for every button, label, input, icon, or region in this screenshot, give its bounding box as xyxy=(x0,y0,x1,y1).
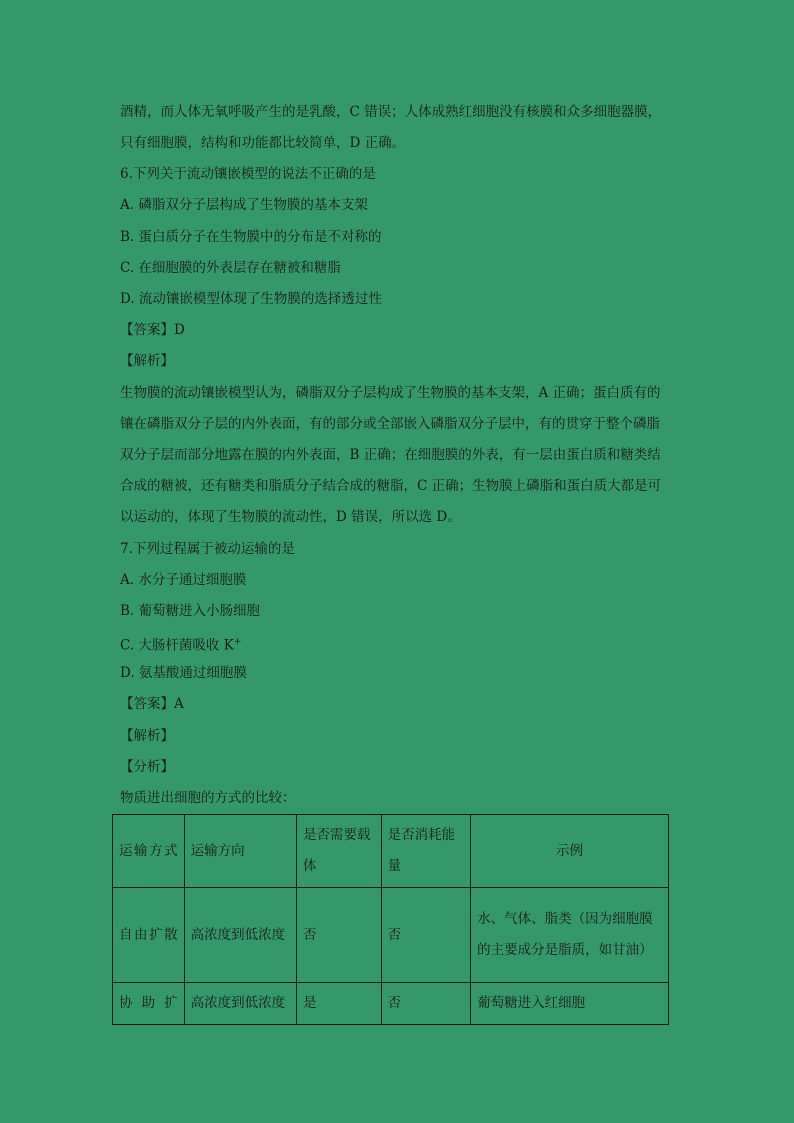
option-c-text: C. 大肠杆菌吸收 K xyxy=(120,637,234,654)
comparison-table xyxy=(112,814,669,1025)
table-header-cell: 运输方式 xyxy=(113,815,185,888)
table-cell: 否 xyxy=(381,888,471,983)
paragraph-line: 酒精，而人体无氧呼吸产生的是乳酸，C 错误；人体成熟红细胞没有核膜和众多细胞器膜， xyxy=(120,104,662,120)
table-row xyxy=(113,983,669,1025)
table-cell: 是 xyxy=(297,983,382,1025)
table-row xyxy=(113,888,669,983)
table-header-cell: 运输方向 xyxy=(184,815,296,888)
paragraph-line: 只有细胞膜，结构和功能都比较简单，D 正确。 xyxy=(120,135,406,151)
question-7-stem: 7.下列过程属于被动运输的是 xyxy=(120,541,295,557)
superscript-plus: + xyxy=(233,637,242,647)
table-header-row xyxy=(113,815,669,888)
question-6-option-b: B. 蛋白质分子在生物膜中的分布是不对称的 xyxy=(120,229,382,245)
question-6-answer: 【答案】D xyxy=(120,322,185,338)
table-cell: 葡萄糖进入红细胞 xyxy=(471,983,669,1025)
analysis-line: 镶在磷脂双分子层的内外表面，有的部分或全部嵌入磷脂双分子层中，有的贯穿于整个磷脂 xyxy=(120,416,660,432)
question-6-option-a: A. 磷脂双分子层构成了生物膜的基本支架 xyxy=(120,197,368,213)
table-cell: 否 xyxy=(297,888,382,983)
analysis-line: 以运动的，体现了生物膜的流动性，D 错误，所以选 D。 xyxy=(120,509,461,525)
question-7-analysis-sub: 【分析】 xyxy=(120,759,174,775)
question-6-stem: 6.下列关于流动镶嵌模型的说法不正确的是 xyxy=(120,166,376,182)
question-6-option-d: D. 流动镶嵌模型体现了生物膜的选择透过性 xyxy=(120,291,382,307)
analysis-line: 合成的糖被，还有糖类和脂质分子结合成的糖脂，C 正确；生物膜上磷脂和蛋白质大都是可 xyxy=(120,478,662,494)
table-cell: 自由扩散 xyxy=(113,888,185,983)
table-header-cell: 是否需要载体 xyxy=(297,815,382,888)
question-7-option-d: D. 氨基酸通过细胞膜 xyxy=(120,665,247,681)
question-7-analysis-title: 【解析】 xyxy=(120,728,174,744)
question-7-answer: 【答案】A xyxy=(120,696,184,712)
analysis-line: 生物膜的流动镶嵌模型认为，磷脂双分子层构成了生物膜的基本支架，A 正确；蛋白质有的 xyxy=(120,385,661,401)
question-6-analysis-title: 【解析】 xyxy=(120,353,174,369)
question-7-option-a: A. 水分子通过细胞膜 xyxy=(120,572,247,588)
table-header-cell: 示例 xyxy=(471,815,669,888)
table-cell: 协助扩 xyxy=(113,983,185,1025)
table-cell: 高浓度到低浓度 xyxy=(184,888,296,983)
question-6-option-c: C. 在细胞膜的外表层存在糖被和糖脂 xyxy=(120,260,341,276)
table-cell: 高浓度到低浓度 xyxy=(184,983,296,1025)
table-header-cell: 是否消耗能量 xyxy=(381,815,471,888)
table-caption: 物质进出细胞的方式的比较： xyxy=(120,790,296,806)
table-cell: 水、气体、脂类（因为细胞膜的主要成分是脂质，如甘油） xyxy=(471,888,669,983)
table-cell: 否 xyxy=(381,983,471,1025)
question-7-option-b: B. 葡萄糖进入小肠细胞 xyxy=(120,603,261,619)
question-7-option-c xyxy=(120,634,241,654)
analysis-line: 双分子层而部分地露在膜的内外表面，B 正确；在细胞膜的外表，有一层由蛋白质和糖类结 xyxy=(120,447,661,463)
